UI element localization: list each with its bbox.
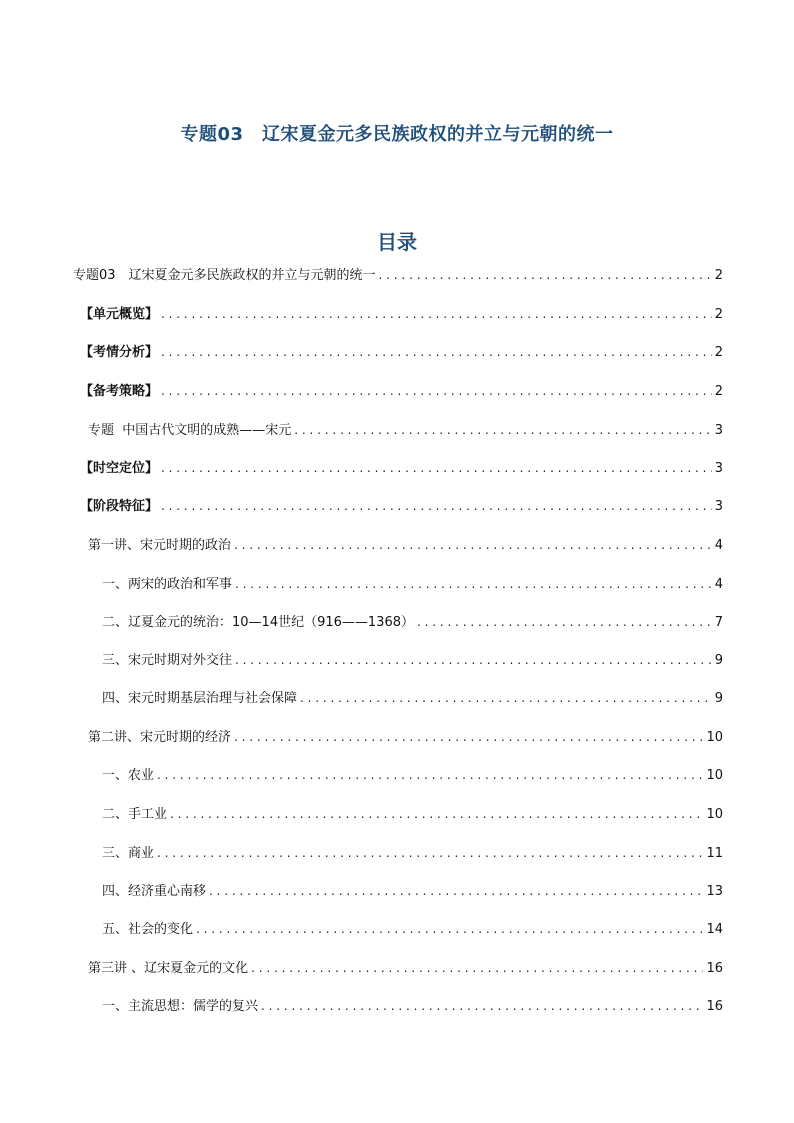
dot-leader [161, 382, 712, 400]
toc-entry-page: 14 [706, 922, 723, 937]
dot-leader [161, 343, 712, 361]
toc-entry-label: 专题 中国古代文明的成熟——宋元 [88, 423, 292, 438]
toc-entry[interactable] [102, 920, 723, 939]
toc-entry-page: 3 [714, 499, 723, 514]
toc-entry-page: 10 [706, 730, 723, 745]
toc-entry-label: 第一讲、宋元时期的政治 [88, 538, 232, 553]
toc-entry-label: 四、经济重心南移 [102, 884, 207, 899]
toc-entry-page: 2 [714, 307, 723, 322]
toc-entry-label: 【备考策略】 [80, 384, 159, 399]
toc-entry-label: 五、社会的变化 [102, 922, 194, 937]
toc-entry[interactable] [88, 959, 723, 978]
toc-entry-label: 【考情分析】 [80, 345, 159, 360]
toc-entry-page: 2 [714, 268, 723, 283]
toc-entry[interactable] [102, 844, 723, 863]
toc-entry-label: 第三讲 、辽宋夏金元的文化 [88, 961, 249, 976]
dot-leader [157, 844, 703, 862]
dot-leader [161, 459, 712, 477]
toc-entry-label: 二、手工业 [102, 807, 168, 822]
dot-leader [161, 305, 712, 323]
toc-entry-label: 【阶段特征】 [80, 499, 159, 514]
toc-entry[interactable] [102, 689, 723, 708]
toc-entry-label: 一、农业 [102, 768, 155, 783]
toc-entry-page: 3 [714, 423, 723, 438]
toc-entry-page: 3 [714, 461, 723, 476]
toc-entry[interactable] [102, 613, 723, 632]
toc-entry-page: 16 [706, 961, 723, 976]
toc-entry-label: 一、两宋的政治和军事 [102, 577, 233, 592]
dot-leader [161, 497, 712, 515]
toc-entry-page: 4 [714, 538, 723, 553]
dot-leader [417, 613, 712, 631]
toc-entry[interactable] [80, 305, 723, 324]
toc-entry-label: 二、辽夏金元的统治：10—14世纪（916——1368） [102, 615, 414, 630]
dot-leader [300, 689, 712, 707]
dot-leader [251, 959, 703, 977]
dot-leader [294, 421, 711, 439]
toc-entry-label: 专题03 辽宋夏金元多民族政权的并立与元朝的统一 [73, 268, 376, 283]
dot-leader [170, 805, 703, 823]
toc-entry-label: 三、宋元时期对外交往 [102, 653, 233, 668]
toc-entry[interactable] [80, 382, 723, 401]
toc-entry[interactable] [102, 575, 723, 594]
toc-entry[interactable] [102, 651, 723, 670]
dot-leader [235, 575, 712, 593]
toc-entry[interactable] [102, 805, 723, 824]
toc-entry-page: 2 [714, 345, 723, 360]
toc-entry[interactable] [80, 497, 723, 516]
toc-entry[interactable] [88, 536, 723, 555]
toc-entry-page: 9 [714, 691, 723, 706]
dot-leader [379, 266, 712, 284]
toc-entry[interactable] [102, 882, 723, 901]
toc-entry-page: 13 [706, 884, 723, 899]
toc-entry-label: 四、宋元时期基层治理与社会保障 [102, 691, 298, 706]
toc-entry-page: 7 [714, 615, 723, 630]
toc-entry[interactable] [102, 997, 723, 1016]
toc-entry[interactable] [80, 343, 723, 362]
toc-entry[interactable] [80, 459, 723, 478]
toc-entry[interactable] [88, 728, 723, 747]
dot-leader [234, 728, 703, 746]
toc-entry[interactable] [102, 766, 723, 785]
toc-entry-page: 10 [706, 807, 723, 822]
dot-leader [235, 651, 712, 669]
toc-entry[interactable] [88, 421, 723, 440]
toc-entry-page: 4 [714, 577, 723, 592]
dot-leader [209, 882, 703, 900]
toc-heading: 目录 [377, 230, 417, 254]
toc-entry-label: 【时空定位】 [80, 461, 159, 476]
toc-entry-page: 2 [714, 384, 723, 399]
toc-entry-label: 第二讲、宋元时期的经济 [88, 730, 232, 745]
dot-leader [196, 920, 703, 938]
toc-entry-page: 9 [714, 653, 723, 668]
dot-leader [234, 536, 712, 554]
toc-entry-label: 【单元概览】 [80, 307, 159, 322]
toc-entry-page: 10 [706, 768, 723, 783]
toc-entry[interactable] [73, 266, 723, 285]
dot-leader [157, 766, 703, 784]
document-title: 专题03 辽宋夏金元多民族政权的并立与元朝的统一 [180, 124, 614, 145]
toc-entry-page: 11 [706, 846, 723, 861]
dot-leader [261, 997, 703, 1015]
toc-entry-label: 一、主流思想：儒学的复兴 [102, 999, 259, 1014]
toc-entry-label: 三、商业 [102, 846, 155, 861]
toc-entry-page: 16 [706, 999, 723, 1014]
